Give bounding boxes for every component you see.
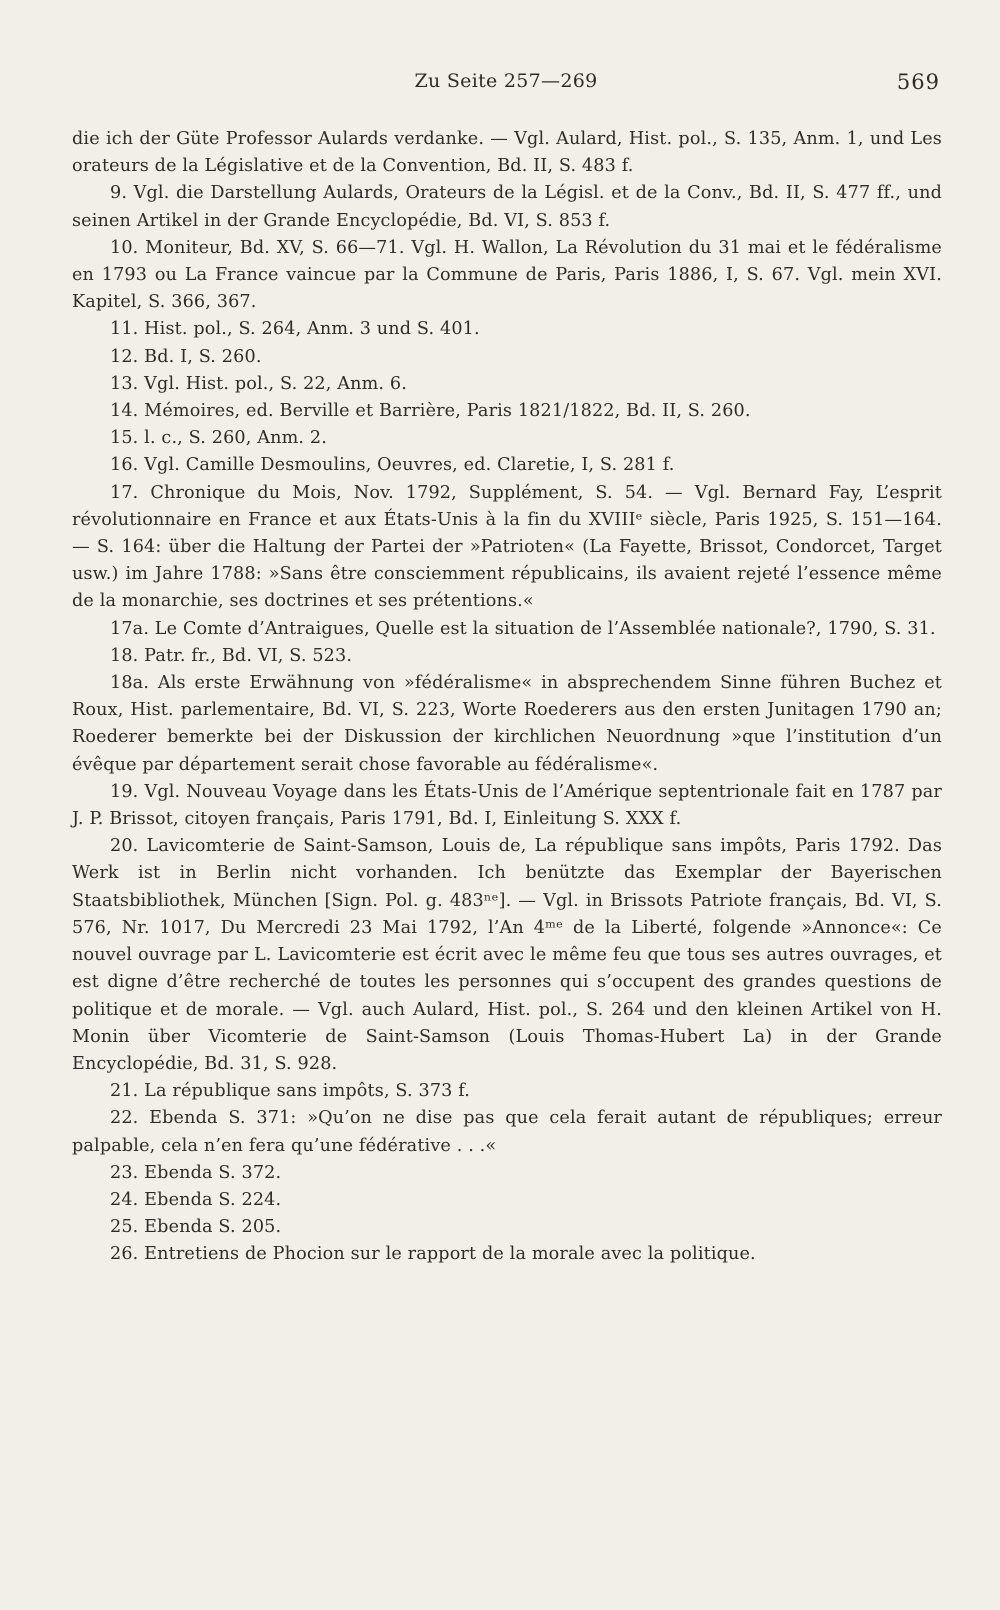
running-title: Zu Seite 257—269 (414, 70, 598, 92)
note-9: 9. Vgl. die Darstellung Aulards, Orateurs de la Législ. et de la Conv., Bd. II, S. 477 ff., und seinen Artikel in der Grande Encyclopédie, Bd. VI, S. 853 f. (72, 183, 942, 231)
note-10: 10. Moniteur, Bd. XV, S. 66—71. Vgl. H. Wallon, La Révolution du 31 mai et le fédéralisme en 1793 ou La France vaincue par la Commune de Paris, Paris 1886, I, S. 67. Vgl. mein XVI. Kapitel, S. 366, 367. (72, 237, 942, 313)
note-23: 23. Ebenda S. 372. (110, 1162, 282, 1183)
note-17a: 17a. Le Comte d’Antraigues, Quelle est la situation de l’Assemblée nationale?, 1790, S. 31. (110, 618, 936, 639)
endnotes (72, 126, 942, 1269)
note-15: 15. l. c., S. 260, Anm. 2. (110, 428, 327, 449)
note-18a: 18a. Als erste Erwähnung von »fédéralisme« in absprechendem Sinne führen Buchez et Roux, Hist. parlementaire, Bd. VI, S. 223, Worte Roederers aus den ersten Junitagen 1790 an; Roederer bemerkte bei der Diskussion der kirchlichen Neuordnung »que l’institution d’un évêque par département serait chose favorable au fédéralisme«. (72, 673, 942, 775)
note-13: 13. Vgl. Hist. pol., S. 22, Anm. 6. (110, 373, 407, 394)
note-12: 12. Bd. I, S. 260. (110, 346, 262, 367)
note-24: 24. Ebenda S. 224. (110, 1189, 282, 1210)
note-26: 26. Entretiens de Phocion sur le rapport de la morale avec la politique. (110, 1244, 756, 1265)
note-19: 19. Vgl. Nouveau Voyage dans les États-Unis de l’Amérique septentrionale fait en 1787 par J. P. Brissot, citoyen français, Paris 1791, Bd. I, Einleitung S. XXX f. (72, 781, 942, 830)
note-25: 25. Ebenda S. 205. (110, 1217, 282, 1238)
note-21: 21. La république sans impôts, S. 373 f. (110, 1081, 471, 1102)
note-20: 20. Lavicomterie de Saint-Samson, Louis de, La république sans impôts, Paris 1792. Das Werk ist in Berlin nicht vorhanden. Ich benützte das Exemplar der Bayerischen Staatsbibliothek, München [Sign. Pol. g. 483ⁿᵉ]. — Vgl. in Brissots Patriote français, Bd. VI, S. 576, Nr. 1017, Du Mercredi 23 Mai 1792, l’An 4ᵐᵉ de la Liberté, folgende »Annonce«: Ce nouvel ouvrage par L. Lavicomterie est écrit avec le même feu que tous ses autres ouvrages, et est digne d’être recherché de toutes les personnes qui s’occupent des grandes questions de politique et de morale. — Vgl. auch Aulard, Hist. pol., S. 264 und den kleinen Artikel von H. Monin über Vicomterie de Saint-Samson (Louis Thomas-Hubert La) in der Grande Encyclopédie, Bd. 31, S. 928. (72, 836, 942, 1074)
note-22: 22. Ebenda S. 371: »Qu’on ne dise pas que cela ferait autant de républiques; erreur palpable, cela n’en fera qu’une fédérative . . .« (72, 1108, 942, 1156)
note-17: 17. Chronique du Mois, Nov. 1792, Supplément, S. 54. — Vgl. Bernard Fay, L’esprit révolutionnaire en France et aux États-Unis à la fin du XVIIIᵉ siècle, Paris 1925, S. 151—164. — S. 164: über die Haltung der Partei der »Patrioten« (La Fayette, Brissot, Condorcet, Target usw.) im Jahre 1788: »Sans être consciemment républicains, ils avaient rejeté l’essence même de la monarchie, ses doctrines et ses prétentions.« (72, 482, 942, 612)
page-number: 569 (896, 70, 940, 94)
note-18: 18. Patr. fr., Bd. VI, S. 523. (110, 645, 353, 666)
note-14: 14. Mémoires, ed. Berville et Barrière, Paris 1821/1822, Bd. II, S. 260. (110, 401, 751, 422)
running-header (72, 70, 940, 100)
note-16: 16. Vgl. Camille Desmoulins, Oeuvres, ed. Claretie, I, S. 281 f. (110, 455, 675, 476)
note-11: 11. Hist. pol., S. 264, Anm. 3 und S. 401. (110, 319, 480, 340)
note-continuation: die ich der Güte Professor Aulards verdanke. — Vgl. Aulard, Hist. pol., S. 135, Anm. 1, und Les orateurs de la Législative et de la Convention, Bd. II, S. 483 f. (72, 129, 942, 177)
